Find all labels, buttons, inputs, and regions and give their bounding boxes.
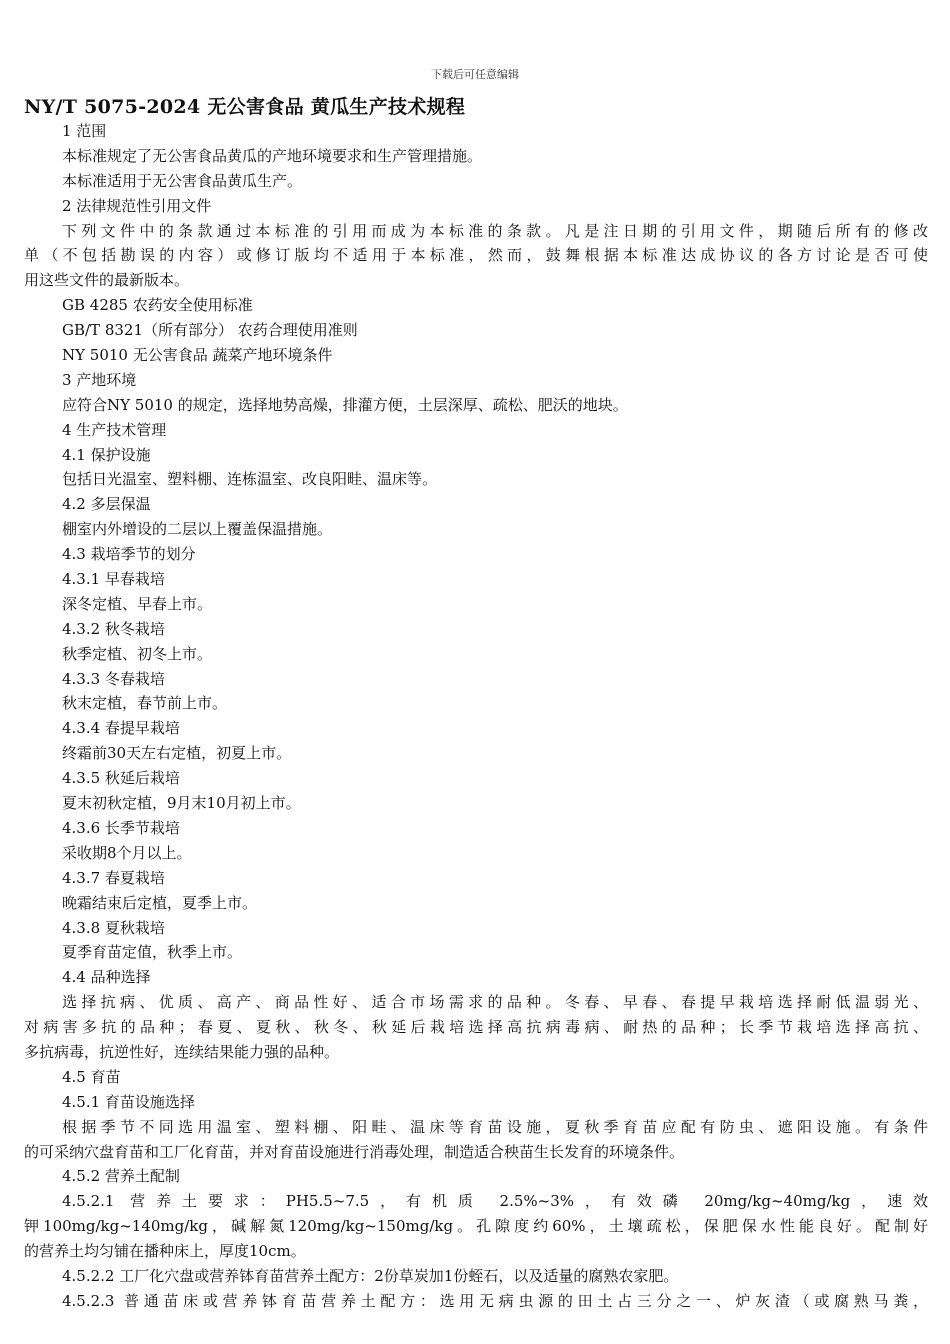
text-line: 4.3.5 秋延后栽培 — [62, 769, 180, 788]
text-line: 4.5.2.1 营养土要求：PH5.5~7.5，有机质 2.5%~3%，有效磷 20mg/kg~40mg/kg，速效 — [62, 1192, 928, 1211]
document-title: NY/T 5075-2024 无公害食品 黄瓜生产技术规程 — [24, 96, 466, 118]
text-line: 4.5.2.2 工厂化穴盘或营养钵育苗营养土配方：2份草炭加1份蛭石，以及适量的腐熟农家肥。 — [62, 1266, 679, 1285]
text-line: NY 5010 无公害食品 蔬菜产地环境条件 — [62, 346, 333, 365]
text-line: 对病害多抗的品种；春夏、夏秋、秋冬、秋延后栽培选择高抗病毒病、耐热的品种；长季节栽培选择高抗、 — [24, 1018, 928, 1037]
text-line: 4.5.1 育苗设施选择 — [62, 1092, 195, 1111]
text-line: 4.5.2 营养土配制 — [62, 1167, 180, 1186]
text-line: 应符合NY 5010 的规定，选择地势高燥，排灌方便，土层深厚、疏松、肥沃的地块。 — [62, 395, 628, 414]
document-body — [24, 119, 928, 1314]
text-line: 秋末定植，春节前上市。 — [62, 694, 228, 713]
text-line: GB/T 8321（所有部分） 农药合理使用准则 — [62, 321, 358, 340]
text-line: 深冬定植、早春上市。 — [62, 594, 213, 613]
text-line: 秋季定植、初冬上市。 — [62, 644, 213, 663]
text-line: 4.3 栽培季节的划分 — [62, 545, 196, 564]
text-line: 根据季节不同选用温室、塑料棚、阳畦、温床等育苗设施，夏秋季育苗应配有防虫、遮阳设施。有条件 — [62, 1117, 928, 1136]
text-line: 4.4 品种选择 — [62, 968, 151, 987]
text-line: 4 生产技术管理 — [62, 420, 167, 439]
text-line: 4.2 多层保温 — [62, 495, 151, 514]
text-line: 4.3.1 早春栽培 — [62, 570, 165, 589]
text-line: 采收期8个月以上。 — [62, 843, 192, 862]
text-line: 本标准适用于无公害食品黄瓜生产。 — [62, 171, 303, 190]
text-line: 单（不包括勘误的内容）或修订版均不适用于本标准，然而，鼓舞根据本标准达成协议的各方讨论是否可使 — [24, 246, 928, 265]
text-line: 的营养土均匀铺在播种床上，厚度10cm。 — [24, 1242, 306, 1261]
text-line: 1 范围 — [62, 122, 107, 140]
text-line: 钾100mg/kg~140mg/kg，碱解氮120mg/kg~150mg/kg。孔隙度约60%，土壤疏松，保肥保水性能良好。配制好 — [24, 1217, 928, 1236]
text-line: 的可采纳穴盘育苗和工厂化育苗，并对育苗设施进行消毒处理，制造适合秧苗生长发育的环境条件。 — [24, 1142, 685, 1161]
text-line: 下列文件中的条款通过本标准的引用而成为本标准的条款。凡是注日期的引用文件，期随后所有的修改 — [62, 221, 928, 240]
text-line: 夏季育苗定值，秋季上市。 — [62, 943, 243, 962]
text-line: 2 法律规范性引用文件 — [62, 196, 212, 215]
header-note: 下载后可任意编辑 — [431, 68, 519, 81]
text-line: 4.3.6 长季节栽培 — [62, 818, 180, 837]
text-line: 3 产地环境 — [62, 370, 137, 389]
text-line: 晚霜结束后定植，夏季上市。 — [62, 893, 258, 912]
text-line: 4.1 保护设施 — [62, 445, 151, 464]
text-line: 包括日光温室、塑料棚、连栋温室、改良阳畦、温床等。 — [62, 470, 438, 489]
text-line: 4.3.4 春提早栽培 — [62, 719, 180, 738]
text-line: 本标准规定了无公害食品黄瓜的产地环境要求和生产管理措施。 — [62, 146, 483, 165]
text-line: 终霜前30天左右定植，初夏上市。 — [62, 744, 292, 763]
text-line: 4.3.3 冬春栽培 — [62, 669, 165, 688]
text-line: 4.3.8 夏秋栽培 — [62, 918, 165, 937]
text-line: GB 4285 农药安全使用标准 — [62, 296, 253, 315]
text-line: 选择抗病、优质、高产、商品性好、适合市场需求的品种。冬春、早春、春提早栽培选择耐低温弱光、 — [62, 993, 928, 1012]
text-line: 4.3.7 春夏栽培 — [62, 868, 165, 887]
text-line: 棚室内外增设的二层以上覆盖保温措施。 — [62, 520, 333, 539]
text-line: 多抗病毒，抗逆性好，连续结果能力强的品种。 — [24, 1042, 340, 1061]
text-line: 4.3.2 秋冬栽培 — [62, 619, 165, 638]
text-line: 夏末初秋定植，9月末10月初上市。 — [62, 794, 301, 813]
text-line: 4.5.2.3 普通苗床或营养钵育苗营养土配方：选用无病虫源的田土占三分之一、炉灰渣（或腐熟马粪， — [62, 1291, 928, 1310]
text-line: 4.5 育苗 — [62, 1067, 121, 1086]
text-line: 用这些文件的最新版本。 — [24, 271, 190, 290]
